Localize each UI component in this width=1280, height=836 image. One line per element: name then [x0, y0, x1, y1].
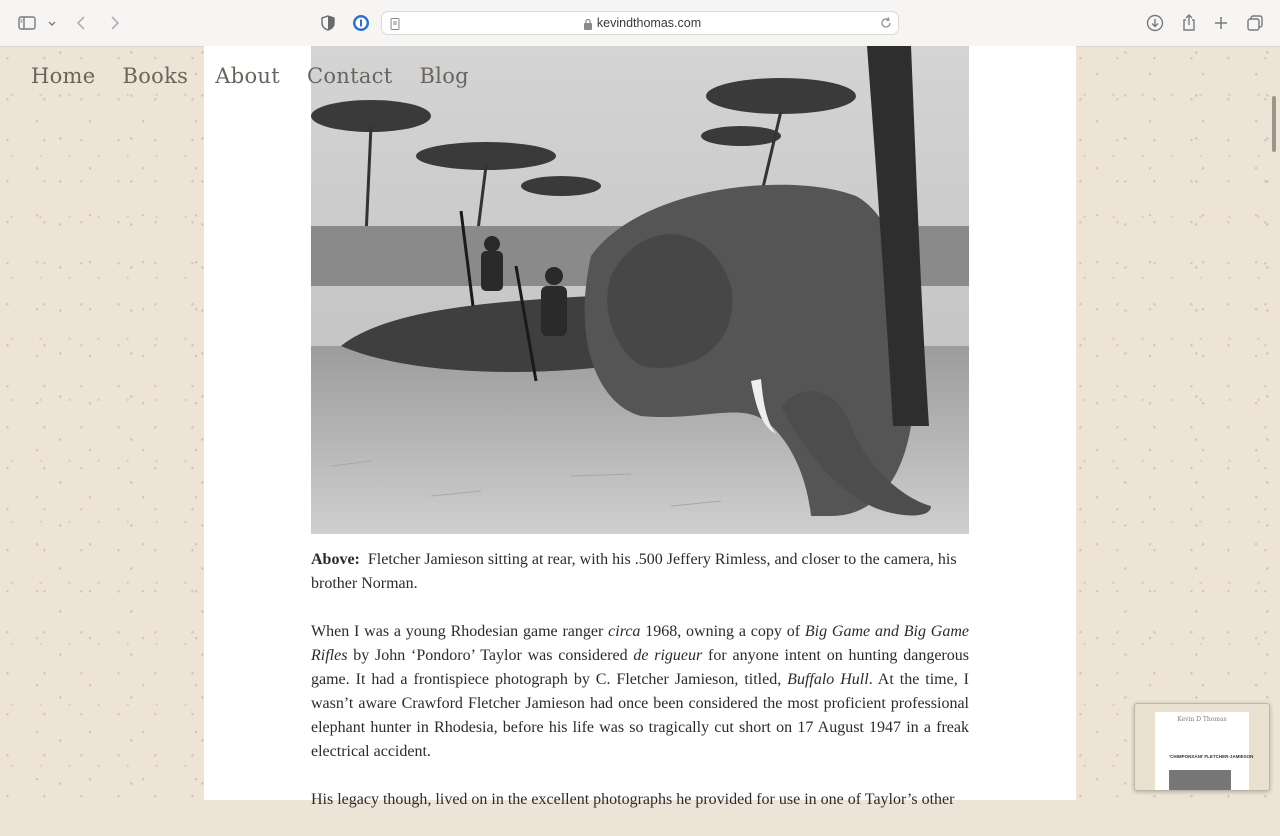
p1-text-1: When I was a young Rhodesian game ranger	[311, 623, 609, 640]
browser-toolbar	[0, 0, 1280, 47]
site-nav	[31, 64, 469, 88]
back-icon[interactable]	[72, 13, 92, 33]
caption-text: Fletcher Jamieson sitting at rear, with his .500 Jeffery Rimless, and closer to the camera, his brother Norman.	[311, 551, 957, 592]
chevron-down-icon[interactable]	[42, 13, 56, 33]
address-bar[interactable]	[381, 11, 899, 35]
p1-italic-1: circa	[608, 623, 641, 640]
paragraph-1	[311, 620, 969, 764]
paragraph-2: His legacy though, lived on in the excellent photographs he provided for use in one of Taylor’s other	[311, 791, 955, 808]
scrollbar-thumb[interactable]	[1272, 96, 1276, 152]
p1-italic-4: Buffalo Hull	[787, 671, 869, 688]
thumbnail-heading: 'CHIMPONSANI' FLETCHER-JAMIESON	[1169, 754, 1254, 759]
nav-contact[interactable]: Contact	[306, 64, 393, 88]
caption-label: Above:	[311, 551, 360, 568]
reload-icon[interactable]	[879, 16, 893, 30]
thumbnail-image	[1169, 770, 1231, 790]
url-text[interactable]: kevindthomas.com	[596, 16, 702, 30]
p1-text-3: by John ‘Pondoro’ Taylor was considered	[347, 647, 634, 664]
tabs-overview-icon[interactable]	[1245, 13, 1265, 33]
nav-about[interactable]: About	[215, 64, 280, 88]
page-thumbnail-preview[interactable]	[1134, 703, 1270, 791]
p1-text-5: . At the time, I wasn’t aware Crawford Fletcher Jamieson had once been considered the most proficient professional elephant hunter in Rhodesia, before his life was so tragically cut short on 17 August 1947 in a freak electrical accident.	[311, 671, 969, 760]
download-icon[interactable]	[1145, 13, 1165, 33]
p1-italic-3: de rigueur	[633, 647, 703, 664]
sidebar-icon[interactable]	[17, 13, 37, 33]
nav-books[interactable]: Books	[122, 64, 189, 88]
thumbnail-site-title: Kevin D Thomas	[1177, 716, 1227, 723]
privacy-icon[interactable]	[318, 13, 338, 33]
password-icon[interactable]	[351, 13, 371, 33]
p1-italic-2: Big Game and Big Game Rifles	[311, 623, 970, 664]
p1-text-2: 1968, owning a copy of	[640, 623, 805, 640]
elephant-photograph	[311, 46, 969, 534]
new-tab-icon[interactable]	[1211, 13, 1231, 33]
nav-home[interactable]: Home	[31, 64, 96, 88]
forward-icon[interactable]	[104, 13, 124, 33]
article-body	[311, 548, 969, 836]
nav-blog[interactable]: Blog	[419, 64, 469, 88]
photo-caption	[311, 548, 969, 596]
share-icon[interactable]	[1179, 13, 1199, 33]
p1-text-4: for anyone intent on hunting dangerous game. It had a frontispiece photograph by C. Fletcher Jamieson, titled,	[311, 647, 969, 688]
